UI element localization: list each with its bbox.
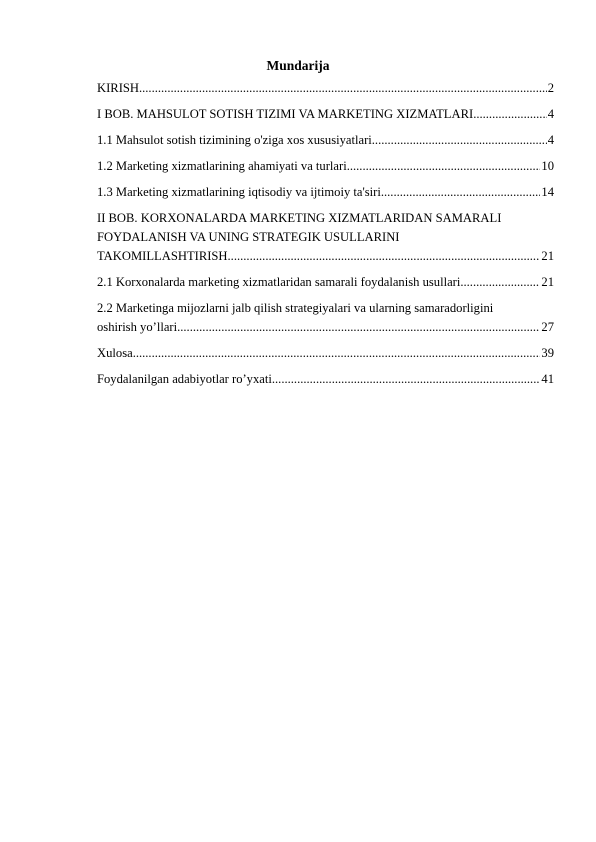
toc-page-number: 14: [541, 185, 554, 199]
toc-page-number: 4: [547, 133, 554, 147]
toc-entry-text: 1.3 Marketing xizmatlarining iqtisodiy va ijtimoiy ta'siri: [97, 185, 381, 199]
toc-entry-text-line: II BOB. KORXONALARDA MARKETING XIZMATLARIDAN SAMARALI: [97, 211, 502, 225]
toc-entry-text: Foydalanilgan adabiyotlar ro’yxati: [97, 372, 272, 386]
dot-leader: [381, 183, 541, 202]
toc-page-number: 27: [541, 320, 554, 334]
toc-page-number: 21: [541, 275, 554, 289]
toc-page-number: 2: [547, 81, 554, 95]
toc-entry-chapter-1[interactable]: [97, 105, 554, 124]
toc-entry-chapter-2[interactable]: [97, 209, 554, 266]
toc-entry-kirish[interactable]: [97, 79, 554, 98]
toc-title: Mundarija: [266, 58, 330, 73]
toc-entry-text: TAKOMILLASHTIRISH: [97, 249, 228, 263]
toc-entry-section-2-2[interactable]: [97, 299, 554, 337]
toc-entry-xulosa[interactable]: [97, 344, 554, 363]
dot-leader: [372, 131, 547, 150]
toc-entry-text: Xulosa: [97, 346, 133, 360]
toc-entry-section-1-2[interactable]: [97, 157, 554, 176]
toc-page-number: 41: [541, 372, 554, 386]
toc-page-number: 21: [541, 249, 554, 263]
toc-entry-section-1-1[interactable]: [97, 131, 554, 150]
toc-entry-text: 2.1 Korxonalarda marketing xizmatlaridan samarali foydalanish usullari: [97, 275, 461, 289]
toc-page-number: 39: [541, 346, 554, 360]
dot-leader: [460, 273, 540, 292]
toc-entry-text: 1.1 Mahsulot sotish tizimining o'ziga xos xususiyatlari: [97, 133, 372, 147]
toc-entry-text-line: 2.2 Marketinga mijozlarni jalb qilish strategiyalari va ularning samaradorligini: [97, 301, 494, 315]
dot-leader: [272, 370, 541, 389]
dot-leader: [228, 247, 541, 266]
toc-entry-text: I BOB. MAHSULOT SOTISH TIZIMI VA MARKETING XIZMATLARI: [97, 107, 474, 121]
toc-entry-text: oshirish yo’llari: [97, 320, 178, 334]
dot-leader: [347, 157, 541, 176]
dot-leader: [139, 79, 547, 98]
toc-page-number: 4: [547, 107, 554, 121]
toc-entry-text: 1.2 Marketing xizmatlarining ahamiyati va turlari: [97, 159, 347, 173]
dot-leader: [473, 105, 547, 124]
toc-entry-section-1-3[interactable]: [97, 183, 554, 202]
toc-entry-text-line: FOYDALANISH VA UNING STRATEGIK USULLARINI: [97, 230, 400, 244]
dot-leader: [177, 318, 540, 337]
dot-leader: [133, 344, 541, 363]
toc-entry-section-2-1[interactable]: [97, 273, 554, 292]
toc-entry-text: KIRISH: [97, 81, 139, 95]
table-of-contents: [97, 79, 554, 396]
toc-page-number: 10: [541, 159, 554, 173]
toc-entry-references[interactable]: [97, 370, 554, 389]
